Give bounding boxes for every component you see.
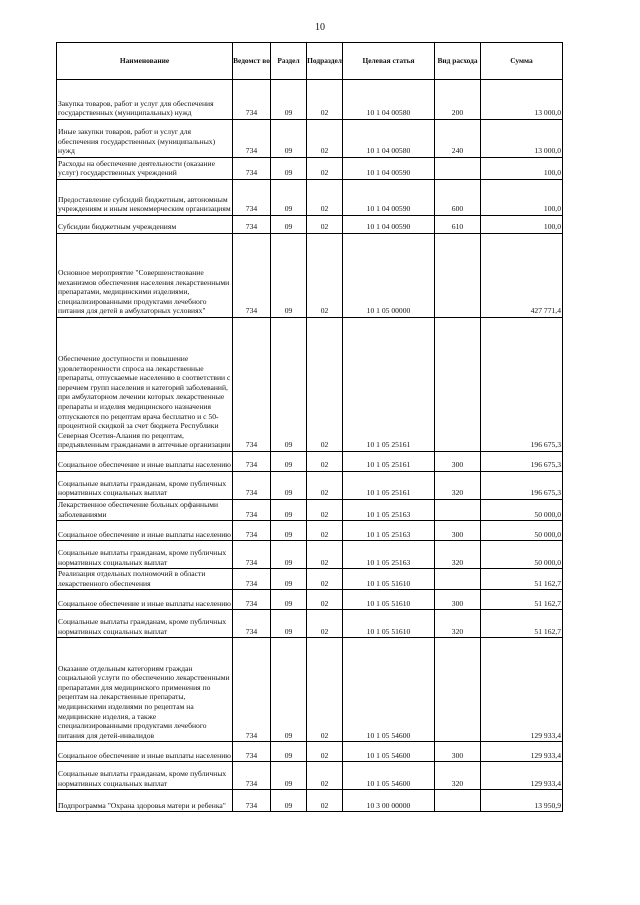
page-number: 10 <box>315 22 325 33</box>
cell-section: 09 <box>271 762 307 790</box>
cell-dept: 734 <box>233 452 271 472</box>
cell-target: 10 1 04 00580 <box>343 120 435 158</box>
cell-name: Социальные выплаты гражданам, кроме публичных нормативных социальных выплат <box>57 472 233 500</box>
cell-section: 09 <box>271 742 307 762</box>
cell-exp-type: 200 <box>435 80 481 120</box>
table-row <box>57 452 563 472</box>
cell-exp-type: 320 <box>435 610 481 638</box>
table-row <box>57 762 563 790</box>
cell-target: 10 1 04 00590 <box>343 158 435 180</box>
cell-section: 09 <box>271 500 307 521</box>
table-row <box>57 610 563 638</box>
cell-section: 09 <box>271 472 307 500</box>
cell-dept: 734 <box>233 541 271 569</box>
table-row <box>57 541 563 569</box>
cell-subsection: 02 <box>307 472 343 500</box>
cell-sum: 13 000,0 <box>481 80 563 120</box>
header-expense-type: Вид расхода <box>435 43 481 80</box>
cell-dept: 734 <box>233 610 271 638</box>
cell-section: 09 <box>271 452 307 472</box>
cell-target: 10 1 05 25163 <box>343 521 435 541</box>
cell-subsection: 02 <box>307 452 343 472</box>
cell-dept: 734 <box>233 742 271 762</box>
cell-sum: 51 162,7 <box>481 569 563 590</box>
cell-target: 10 1 05 51610 <box>343 610 435 638</box>
cell-name: Социальные выплаты гражданам, кроме публичных нормативных социальных выплат <box>57 610 233 638</box>
cell-section: 09 <box>271 590 307 610</box>
budget-table <box>56 42 563 812</box>
cell-name: Социальные выплаты гражданам, кроме публичных нормативных социальных выплат <box>57 541 233 569</box>
cell-section: 09 <box>271 216 307 234</box>
cell-name: Оказание отдельным категориям граждан социальной услуги по обеспечению лекарственными препаратами для медицинского применения по рецептам на лекарственные препараты, медицинскими изделиями по рецептам на медицинские изделия, а также специализированными продуктами лечебного питания для детей-инвалидов <box>57 638 233 742</box>
cell-sum: 50 000,0 <box>481 500 563 521</box>
header-subsection: Подраздел <box>307 43 343 80</box>
cell-section: 09 <box>271 158 307 180</box>
cell-target: 10 1 05 25163 <box>343 541 435 569</box>
cell-sum: 51 162,7 <box>481 590 563 610</box>
cell-exp-type: 300 <box>435 590 481 610</box>
cell-exp-type: 240 <box>435 120 481 158</box>
cell-exp-type: 300 <box>435 742 481 762</box>
cell-exp-type: 320 <box>435 762 481 790</box>
cell-dept: 734 <box>233 569 271 590</box>
header-section: Раздел <box>271 43 307 80</box>
cell-dept: 734 <box>233 762 271 790</box>
cell-exp-type <box>435 158 481 180</box>
cell-name: Социальное обеспечение и иные выплаты населению <box>57 521 233 541</box>
cell-name: Реализация отдельных полномочий в области лекарственного обеспечения <box>57 569 233 590</box>
cell-section: 09 <box>271 318 307 452</box>
table-row <box>57 638 563 742</box>
cell-sum: 100,0 <box>481 158 563 180</box>
cell-section: 09 <box>271 790 307 812</box>
header-target: Целевая статья <box>343 43 435 80</box>
table-row <box>57 80 563 120</box>
cell-exp-type: 600 <box>435 180 481 216</box>
cell-sum: 196 675,3 <box>481 472 563 500</box>
cell-name: Субсидии бюджетным учреждениям <box>57 216 233 234</box>
cell-name: Социальное обеспечение и иные выплаты населению <box>57 452 233 472</box>
cell-sum: 129 933,4 <box>481 742 563 762</box>
cell-dept: 734 <box>233 790 271 812</box>
cell-dept: 734 <box>233 158 271 180</box>
table-row <box>57 521 563 541</box>
cell-subsection: 02 <box>307 742 343 762</box>
cell-sum: 100,0 <box>481 216 563 234</box>
cell-target: 10 1 05 25161 <box>343 318 435 452</box>
cell-dept: 734 <box>233 234 271 318</box>
table-row <box>57 318 563 452</box>
cell-target: 10 1 05 51610 <box>343 590 435 610</box>
cell-section: 09 <box>271 521 307 541</box>
cell-subsection: 02 <box>307 590 343 610</box>
cell-exp-type <box>435 638 481 742</box>
table-row <box>57 120 563 158</box>
cell-subsection: 02 <box>307 500 343 521</box>
cell-exp-type: 610 <box>435 216 481 234</box>
cell-subsection: 02 <box>307 610 343 638</box>
cell-dept: 734 <box>233 638 271 742</box>
cell-target: 10 1 05 51610 <box>343 569 435 590</box>
cell-sum: 427 771,4 <box>481 234 563 318</box>
cell-section: 09 <box>271 541 307 569</box>
cell-subsection: 02 <box>307 158 343 180</box>
cell-subsection: 02 <box>307 234 343 318</box>
table-row <box>57 500 563 521</box>
cell-name: Расходы на обеспечение деятельности (оказание услуг) государственных учреждений <box>57 158 233 180</box>
cell-dept: 734 <box>233 318 271 452</box>
cell-dept: 734 <box>233 521 271 541</box>
cell-target: 10 1 05 25161 <box>343 472 435 500</box>
cell-exp-type <box>435 318 481 452</box>
cell-exp-type <box>435 500 481 521</box>
cell-section: 09 <box>271 610 307 638</box>
cell-sum: 13 000,0 <box>481 120 563 158</box>
cell-subsection: 02 <box>307 638 343 742</box>
cell-target: 10 1 05 25163 <box>343 500 435 521</box>
cell-subsection: 02 <box>307 541 343 569</box>
cell-subsection: 02 <box>307 762 343 790</box>
table-row <box>57 742 563 762</box>
cell-sum: 50 000,0 <box>481 541 563 569</box>
cell-target: 10 1 04 00580 <box>343 80 435 120</box>
table-row <box>57 790 563 812</box>
cell-target: 10 1 05 00000 <box>343 234 435 318</box>
cell-dept: 734 <box>233 180 271 216</box>
cell-name: Лекарственное обеспечение больных орфанными заболеваниями <box>57 500 233 521</box>
cell-subsection: 02 <box>307 80 343 120</box>
table-header-row <box>57 43 563 80</box>
cell-section: 09 <box>271 80 307 120</box>
cell-name: Социальное обеспечение и иные выплаты населению <box>57 590 233 610</box>
cell-section: 09 <box>271 569 307 590</box>
cell-target: 10 1 05 54600 <box>343 762 435 790</box>
cell-sum: 100,0 <box>481 180 563 216</box>
cell-sum: 129 933,4 <box>481 762 563 790</box>
table-row <box>57 216 563 234</box>
cell-sum: 196 675,3 <box>481 452 563 472</box>
table-row <box>57 472 563 500</box>
cell-target: 10 1 05 25161 <box>343 452 435 472</box>
cell-dept: 734 <box>233 590 271 610</box>
cell-sum: 50 000,0 <box>481 521 563 541</box>
cell-dept: 734 <box>233 216 271 234</box>
cell-subsection: 02 <box>307 790 343 812</box>
cell-sum: 129 933,4 <box>481 638 563 742</box>
cell-exp-type: 300 <box>435 521 481 541</box>
cell-section: 09 <box>271 234 307 318</box>
cell-target: 10 1 04 00590 <box>343 180 435 216</box>
cell-dept: 734 <box>233 120 271 158</box>
cell-exp-type <box>435 234 481 318</box>
cell-sum: 196 675,3 <box>481 318 563 452</box>
cell-name: Закупка товаров, работ и услуг для обеспечения государственных (муниципальных) нужд <box>57 80 233 120</box>
cell-section: 09 <box>271 638 307 742</box>
cell-exp-type <box>435 569 481 590</box>
header-sum: Сумма <box>481 43 563 80</box>
cell-subsection: 02 <box>307 521 343 541</box>
cell-exp-type <box>435 790 481 812</box>
cell-subsection: 02 <box>307 120 343 158</box>
cell-subsection: 02 <box>307 569 343 590</box>
table-row <box>57 180 563 216</box>
cell-name: Социальное обеспечение и иные выплаты населению <box>57 742 233 762</box>
header-name: Наименование <box>57 43 233 80</box>
cell-name: Иные закупки товаров, работ и услуг для обеспечения государственных (муниципальных) нужд <box>57 120 233 158</box>
cell-subsection: 02 <box>307 318 343 452</box>
table-body <box>57 80 563 812</box>
cell-target: 10 1 05 54600 <box>343 742 435 762</box>
cell-target: 10 3 00 00000 <box>343 790 435 812</box>
cell-sum: 51 162,7 <box>481 610 563 638</box>
cell-sum: 13 950,9 <box>481 790 563 812</box>
cell-target: 10 1 04 00590 <box>343 216 435 234</box>
cell-target: 10 1 05 54600 <box>343 638 435 742</box>
cell-dept: 734 <box>233 80 271 120</box>
cell-name: Подпрограмма "Охрана здоровья матери и ребенка" <box>57 790 233 812</box>
header-dept: Ведомст во <box>233 43 271 80</box>
table-row <box>57 569 563 590</box>
cell-subsection: 02 <box>307 180 343 216</box>
table-row <box>57 234 563 318</box>
cell-exp-type: 320 <box>435 472 481 500</box>
table-row <box>57 590 563 610</box>
cell-dept: 734 <box>233 500 271 521</box>
cell-name: Социальные выплаты гражданам, кроме публичных нормативных социальных выплат <box>57 762 233 790</box>
cell-name: Основное мероприятие "Совершенствование механизмов обеспечения населения лекарственными препаратами, медицинскими изделиями, специализированными продуктами лечебного питания для детей в амбулаторных условиях" <box>57 234 233 318</box>
cell-dept: 734 <box>233 472 271 500</box>
table-row <box>57 158 563 180</box>
cell-section: 09 <box>271 120 307 158</box>
cell-name: Обеспечение доступности и повышение удовлетворенности спроса на лекарственные препараты, отпускаемые населению в соответствии с перечнем групп населения и категорий заболеваний, при амбулаторном лечении которых лекарственные препараты и изделия медицинского назначения отпускаются по рецептам врача бесплатно и с 50-процентной скидкой за счет бюджета Республики Северная Осетия-Алания по рецептам, предъявленным гражданами в аптечные организации <box>57 318 233 452</box>
cell-exp-type: 300 <box>435 452 481 472</box>
cell-exp-type: 320 <box>435 541 481 569</box>
cell-subsection: 02 <box>307 216 343 234</box>
cell-section: 09 <box>271 180 307 216</box>
cell-name: Предоставление субсидий бюджетным, автономным учреждениям и иным некоммерческим организациям <box>57 180 233 216</box>
